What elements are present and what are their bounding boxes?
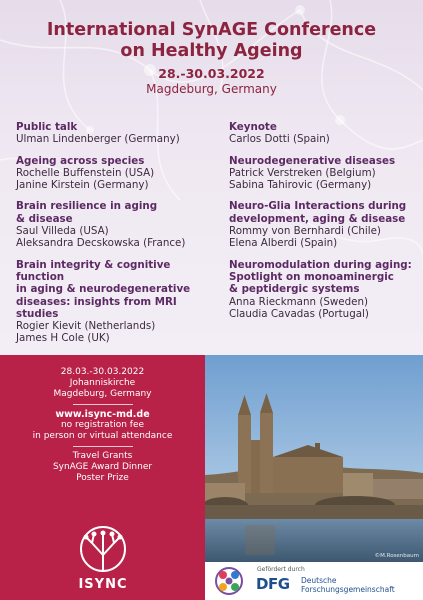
session-title: Brain resilience in aging & disease xyxy=(16,200,158,225)
info-panel xyxy=(0,355,205,600)
session xyxy=(229,121,419,146)
funded-by-label: Gefördert durch xyxy=(257,566,305,573)
divider xyxy=(73,446,133,447)
website-link[interactable]: www.isync-md.de xyxy=(55,409,150,420)
tree-icon xyxy=(70,525,136,577)
isync-logo xyxy=(70,525,136,597)
title-line-1: International SynAGE Conference xyxy=(46,20,377,40)
extra-item: Travel Grants xyxy=(72,451,133,461)
speaker: Ulman Lindenberger (Germany) xyxy=(16,133,180,146)
program-column-right xyxy=(229,121,419,329)
speaker: Rochelle Buffenstein (USA) xyxy=(16,166,155,179)
divider xyxy=(73,404,133,405)
dfg-logo: DFG xyxy=(256,575,290,593)
speaker: Anna Rieckmann (Sweden) xyxy=(229,295,369,308)
session xyxy=(16,121,221,146)
photo-credit: ©M.Rosenbaum xyxy=(374,553,419,559)
header xyxy=(0,20,423,96)
session xyxy=(229,155,419,192)
session xyxy=(16,155,221,192)
session xyxy=(16,200,221,249)
session xyxy=(229,200,419,249)
speaker: Patrick Verstreken (Belgium) xyxy=(229,166,376,179)
speaker: James H Cole (UK) xyxy=(16,332,110,345)
title-line-2: on Healthy Ageing xyxy=(120,41,303,61)
session-title: Ageing across species xyxy=(16,154,145,167)
session xyxy=(229,259,419,320)
speaker: Elena Alberdi (Spain) xyxy=(229,237,338,250)
speaker: Rommy von Bernhardi (Chile) xyxy=(229,225,381,238)
speaker: Sabina Tahirovic (Germany) xyxy=(229,179,372,192)
dfg-full-name: Deutsche Forschungsgemeinschaft xyxy=(301,576,395,594)
session-title: Keynote xyxy=(229,121,277,133)
partner-logo-icon xyxy=(212,565,246,597)
magdeburg-cathedral-photo xyxy=(205,355,423,562)
speaker: Janine Kirstein (Germany) xyxy=(16,179,149,192)
speaker: Claudia Cavadas (Portugal) xyxy=(229,307,369,320)
isync-logo-text: ISYNC xyxy=(78,577,128,592)
extra-item: Poster Prize xyxy=(76,473,129,483)
attendance-mode: in person or virtual attendance xyxy=(32,431,173,441)
cathedral-image xyxy=(205,355,423,562)
conference-dates: 28.-30.03.2022 xyxy=(158,66,265,81)
session-title: Public talk xyxy=(16,121,78,133)
program-column-left xyxy=(16,121,221,354)
session-title: Neurodegenerative diseases xyxy=(229,154,396,167)
speaker: Rogier Kievit (Netherlands) xyxy=(16,320,156,333)
session-title: Neuro-Glia Interactions during development, aging & disease xyxy=(229,200,407,225)
event-city: Magdeburg, Germany xyxy=(53,389,152,399)
funding-footer xyxy=(205,562,423,600)
extra-item: SynAGE Award Dinner xyxy=(52,462,153,472)
event-dates: 28.03.-30.03.2022 xyxy=(60,367,145,377)
speaker: Carlos Dotti (Spain) xyxy=(229,133,330,146)
session-title: Neuromodulation during aging: Spotlight on monoaminergic & peptidergic systems xyxy=(229,258,412,296)
registration-fee: no registration fee xyxy=(60,420,145,430)
session xyxy=(16,259,221,345)
conference-title xyxy=(0,20,423,62)
session-title: Brain integrity & cognitive function in aging & neurodegenerative diseases: insights from MRI studies xyxy=(16,258,191,320)
conference-location: Magdeburg, Germany xyxy=(146,82,277,96)
event-venue: Johanniskirche xyxy=(69,378,136,388)
speaker: Aleksandra Decskowska (France) xyxy=(16,237,186,250)
speaker: Saul Villeda (USA) xyxy=(16,225,109,238)
